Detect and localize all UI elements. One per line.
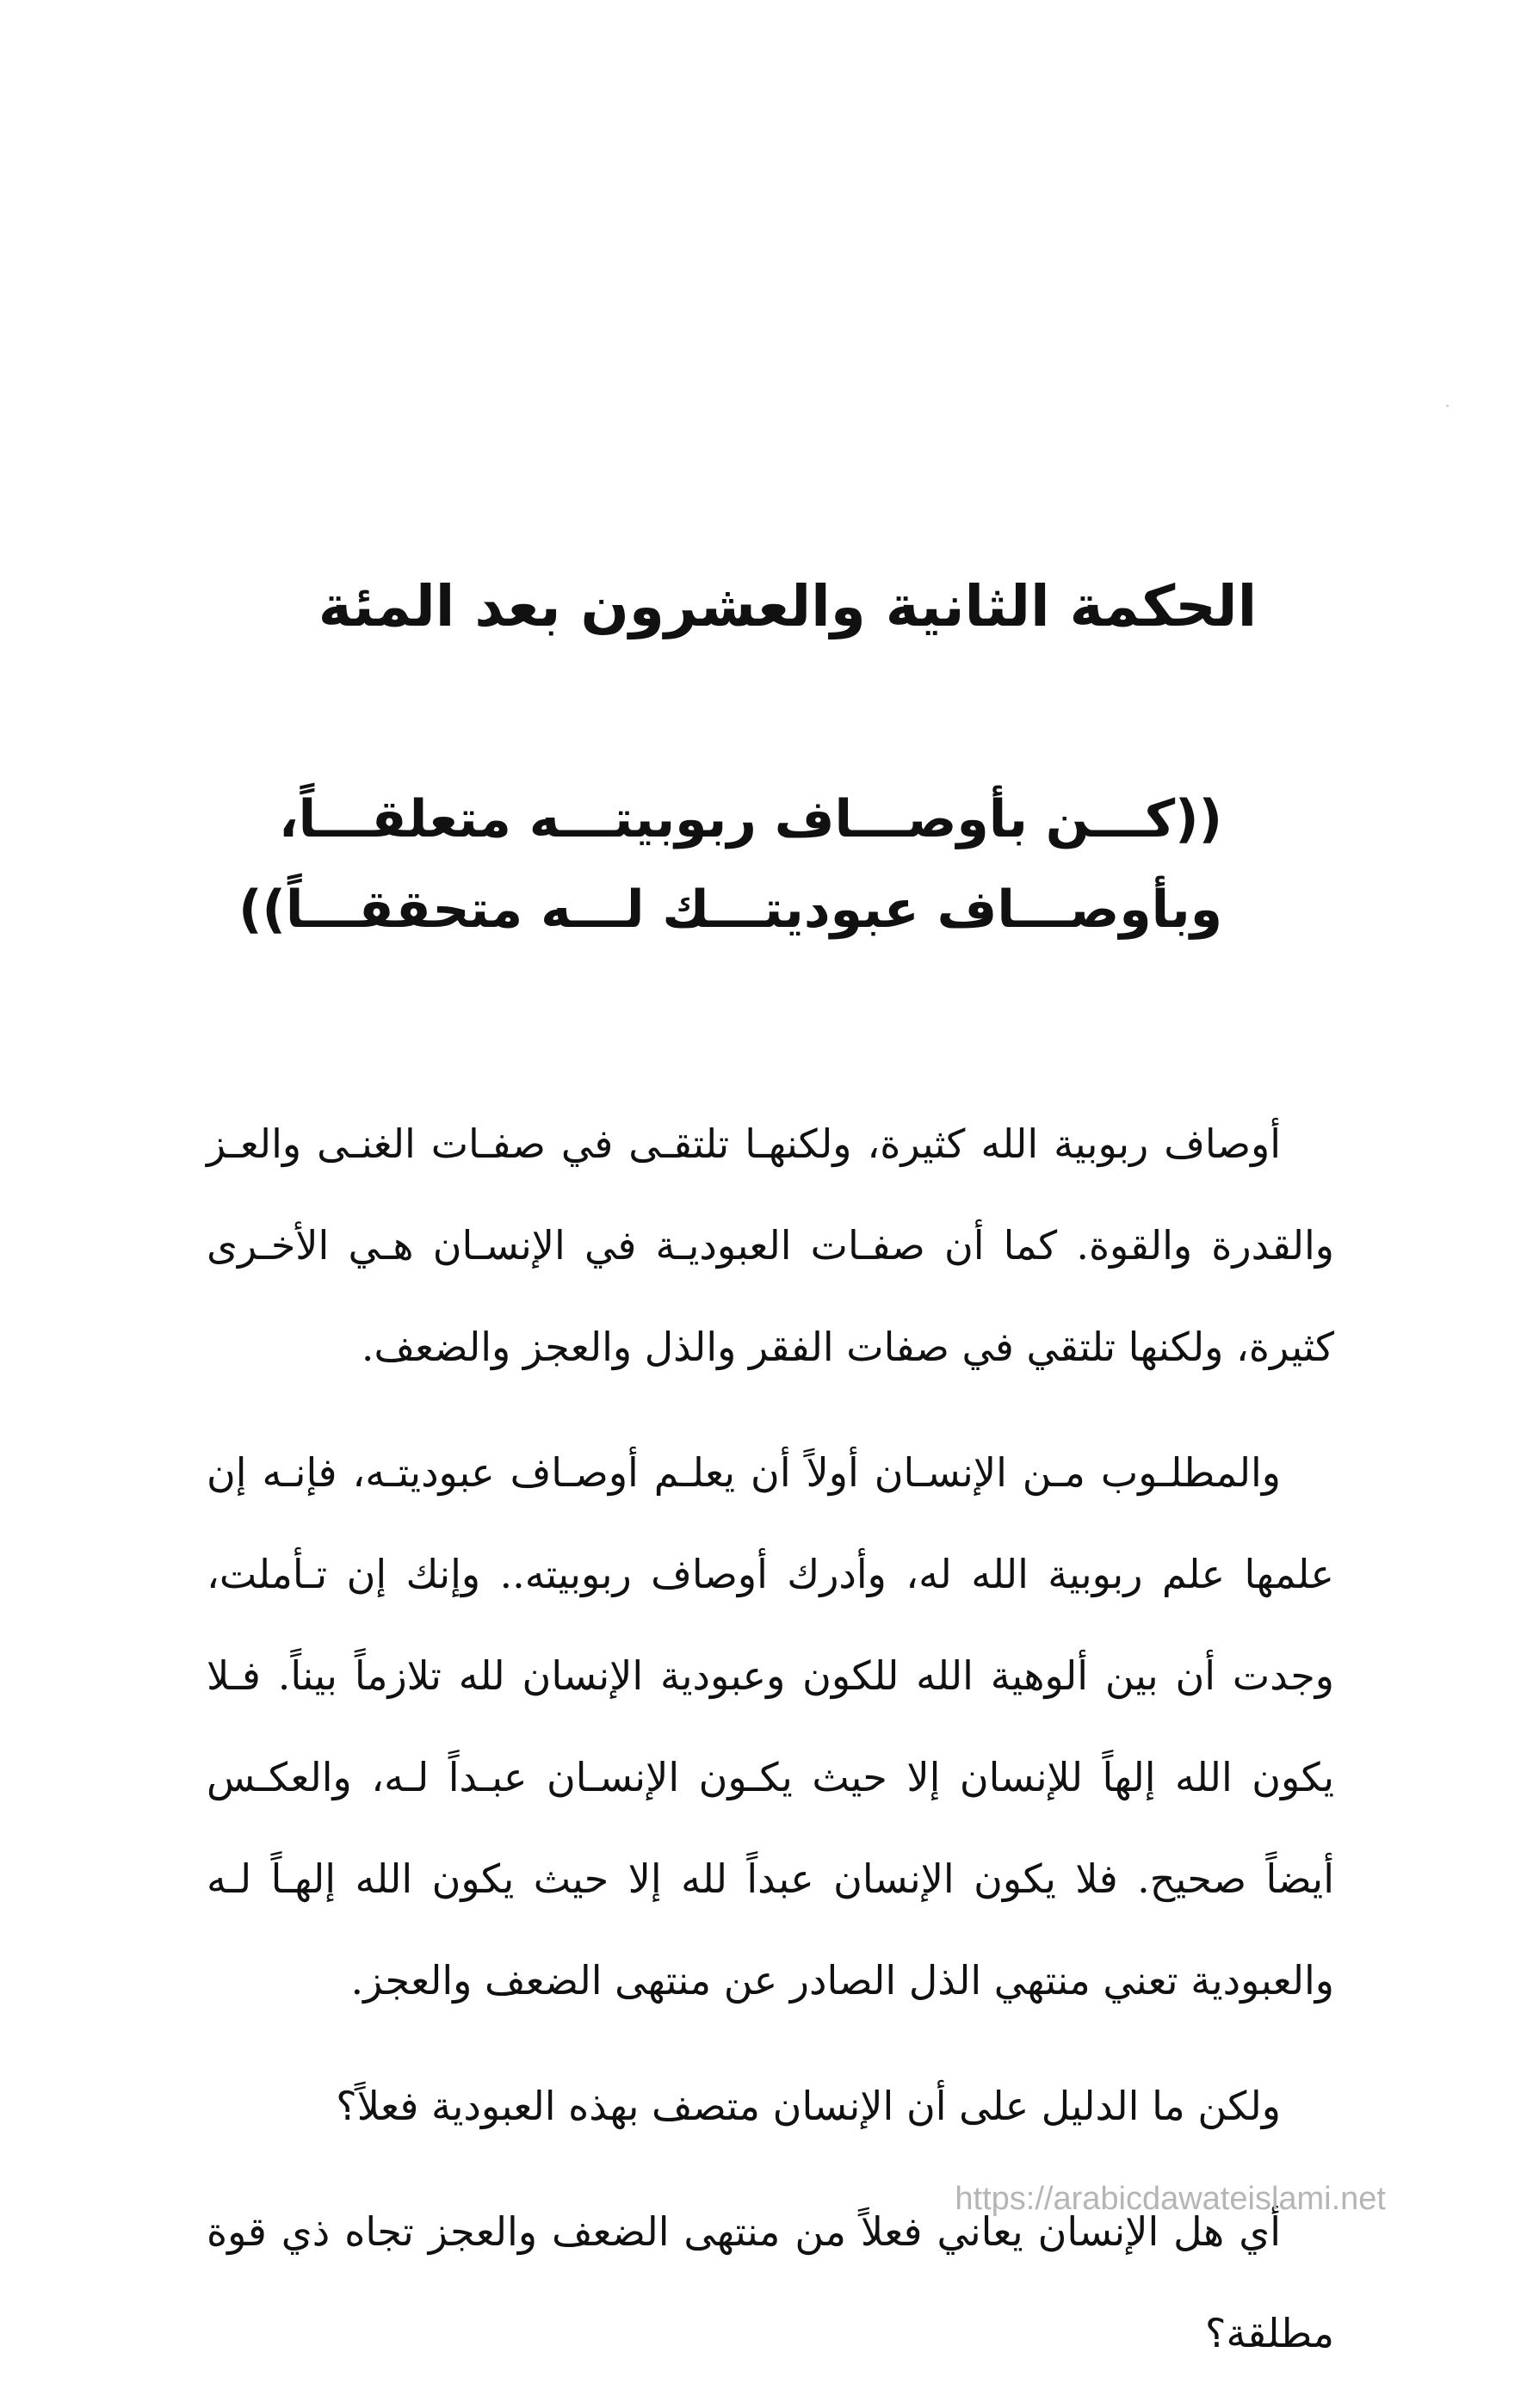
watermark-url: https://arabicdawateislami.net	[955, 2181, 1386, 2217]
scan-speck	[1446, 404, 1449, 407]
paragraph-1: أوصاف ربوبية الله كثيرة، ولكنهـا تلتقـى في صفـات الغنـى والعـز والقدرة والقوة. كما أن صفـات العبوديـة في الإنسـان هـي الأخـرى كثيرة، ولكنها تلتقي في صفات الفقر والذل والعجز والضعف.	[207, 1121, 1334, 1370]
paragraph-3: ولكن ما الدليل على أن الإنسان متصف بهذه العبودية فعلاً؟	[336, 2083, 1281, 2129]
aphorism-line-1: ((كـــن بأوصـــاف ربوبيتـــه متعلقـــاً،	[278, 789, 1222, 849]
aphorism-line-2: وبأوصـــاف عبوديتـــك لـــه متحققـــاً))	[238, 880, 1222, 940]
aphorism-quote	[238, 775, 1222, 955]
paragraph-4: أي هل الإنسان يعاني فعلاً من منتهى الضعف والعجز تجاه ذي قوة مطلقة؟	[207, 2208, 1334, 2356]
page-title: الحكمة الثانية والعشرون بعد المئة	[318, 573, 1258, 639]
paragraph-2: والمطلـوب مـن الإنسـان أولاً أن يعلـم أوصـاف عبوديتـه، فإنـه إن علمها علم ربوبية الله له، وأدرك أوصاف ربوبيته.. وإنك إن تـأملت، وجدت أن بين ألوهية الله للكون وعبودية الإنسان لله تلازماً بيناً. فـلا يكون الله إلهاً للإنسان إلا حيث يكـون الإنسـان عبـداً لـه، والعكـس أيضاً صحيح. فلا يكون الإنسان عبداً لله إلا حيث يكون الله إلهـاً لـه والعبودية تعني منتهي الذل الصادر عن منتهى الضعف والعجز.	[207, 1449, 1334, 2004]
